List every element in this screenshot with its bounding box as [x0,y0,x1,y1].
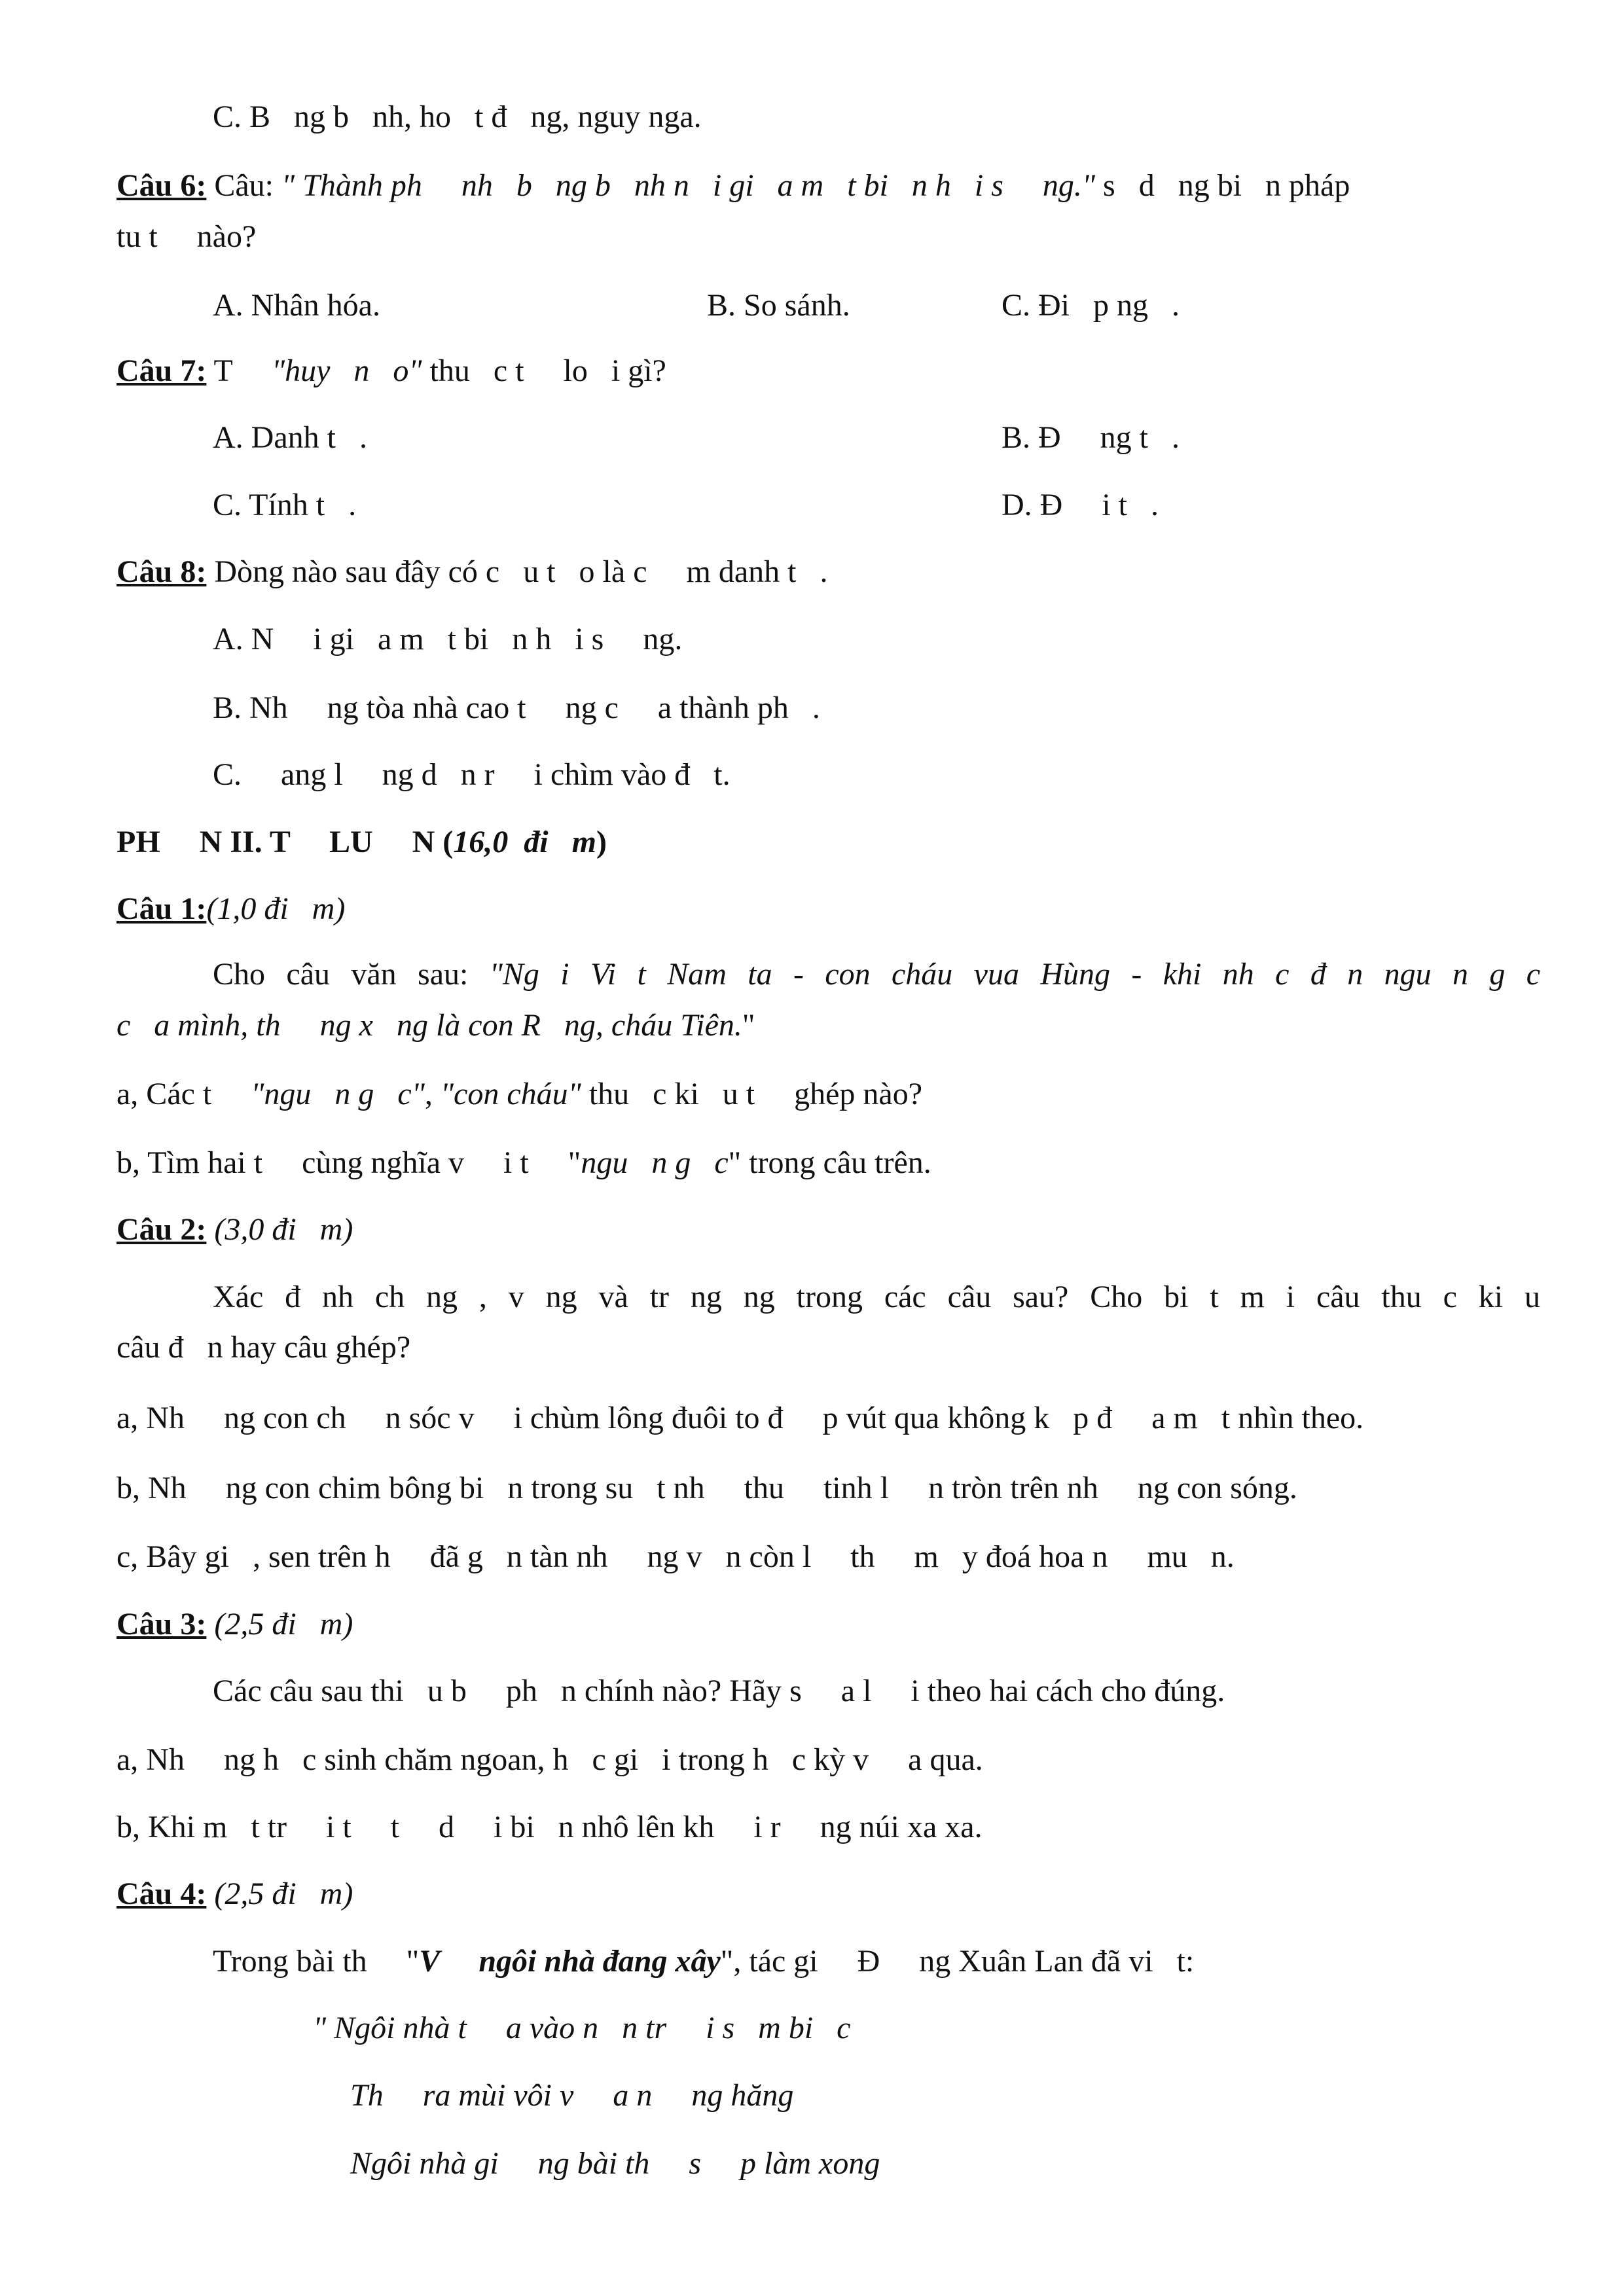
c1-b-suffix: " trong câu trên. [728,1145,931,1180]
q8-option-b: B. Nh ng tòa nhà cao t ng c a thành ph . [213,691,820,725]
q6-quote: " Thành ph nh b ng b nh n i gi a m t bi n h i s ng." [281,168,1096,203]
c3-points: (2,5 đi m) [214,1607,353,1641]
c1-b-word: ngu n g c [581,1145,729,1180]
q6-suffix: s d ng bi n pháp [1095,168,1350,203]
c1-b [117,1144,931,1182]
part2-close: ) [596,825,607,859]
q7-option-c: C. Tính t . [213,488,357,522]
q7-quote: "huy n o" [271,353,422,388]
q6-option-b: B. So sánh. [707,288,850,323]
c4-points: (2,5 đi m) [214,1876,353,1911]
c1-heading [117,890,345,928]
q7-option-b: B. Đ ng t . [1001,420,1180,455]
c1-a-sep: , [424,1077,441,1111]
c2-label: Câu 2: [117,1212,207,1247]
c1-intro: Cho câu văn sau: [213,957,490,992]
part2-title: PH N II. T LU N ( [117,825,454,859]
c4-intro-prefix: Trong bài th " [213,1944,420,1979]
q7-prefix: T [206,353,272,388]
c1-line-1 [213,956,1540,994]
c1-a-word-2: "con cháu" [440,1077,581,1111]
c3-b: b, Khi m t tr i t t d i bi n nhô lên kh i r ng núi xa xa. [117,1810,983,1844]
c3-label: Câu 3: [117,1607,207,1641]
q7-suffix: thu c t lo i gì? [422,353,666,388]
c4-poem-line-3: Ngôi nhà gi ng bài th s p làm xong [350,2146,880,2181]
c2-intro-2: câu đ n hay câu ghép? [117,1330,411,1365]
q6-prefix: Câu: [206,168,281,203]
c3-a: a, Nh ng h c sinh chăm ngoan, h c gi i trong h c kỳ v a qua. [117,1742,983,1777]
c1-a-prefix: a, Các t [117,1077,251,1111]
part2-points: 16,0 đi m [453,825,596,859]
q8-text: Dòng nào sau đây có c u t o là c m danh t . [206,554,828,589]
q6-line-2: tu t nào? [117,219,257,254]
c1-quote-1: "Ng i Vi t Nam ta - con cháu vua Hùng - khi nh c đ n ngu n g c [489,957,1540,992]
q8-line [117,553,827,591]
q8-option-c: C. ang l ng d n r i chìm vào đ t. [213,757,731,792]
q7-label: Câu 7: [117,353,207,388]
c1-quote-2: c a mình, th ng x ng là con R ng, cháu Tiên. [117,1008,742,1043]
c1-quote-end: " [742,1008,755,1043]
q6-option-c: C. Đi p ng . [1001,288,1180,323]
c1-a-word-1: "ngu n g c" [251,1077,425,1111]
c4-heading [117,1875,353,1913]
c2-heading [117,1211,353,1249]
q6-label: Câu 6: [117,168,207,203]
q7-option-a: A. Danh t . [213,420,367,455]
c1-b-prefix: b, Tìm hai t cùng nghĩa v i t " [117,1145,581,1180]
c2-a: a, Nh ng con ch n sóc v i chùm lông đuôi to đ p vút qua không k p đ a m t nhìn theo. [117,1401,1364,1435]
c2-points: (3,0 đi m) [214,1212,353,1247]
q8-option-a: A. N i gi a m t bi n h i s ng. [213,622,683,656]
part2-heading [117,823,607,861]
c1-line-2 [117,1007,755,1045]
q7-line [117,352,666,390]
c2-b: b, Nh ng con chim bông bi n trong su t nh thu tinh l n tròn trên nh ng con sóng. [117,1471,1297,1505]
c2-c: c, Bây gi , sen trên h đã g n tàn nh ng v n còn l th m y đoá hoa n mu n. [117,1539,1235,1574]
c4-poem-line-1: " Ngôi nhà t a vào n n tr i s m bi c [313,2011,851,2045]
c4-intro [213,1943,1194,1981]
c1-points: (1,0 đi m) [206,891,346,926]
c4-intro-suffix: ", tác gi Đ ng Xuân Lan đã vi t: [720,1944,1195,1979]
c3-intro: Các câu sau thi u b ph n chính nào? Hãy s a l i theo hai cách cho đúng. [213,1674,1225,1708]
c1-a [117,1075,922,1113]
c3-heading [117,1605,353,1643]
q5-option-c: C. B ng b nh, ho t đ ng, nguy nga. [213,99,702,134]
c1-label: Câu 1: [117,891,207,926]
c4-poem-line-2: Th ra mùi vôi v a n ng hăng [350,2078,794,2113]
q8-label: Câu 8: [117,554,207,589]
q7-option-d: D. Đ i t . [1001,488,1159,522]
q6-line-1 [117,167,1350,205]
c4-poem-title: V ngôi nhà đang xây [419,1944,721,1979]
c2-intro-1: Xác đ nh ch ng , v ng và tr ng ng trong các câu sau? Cho bi t m i câu thu c ki u [213,1280,1540,1314]
c4-label: Câu 4: [117,1876,207,1911]
q6-option-a: A. Nhân hóa. [213,288,380,323]
c1-a-suffix: thu c ki u t ghép nào? [581,1077,923,1111]
